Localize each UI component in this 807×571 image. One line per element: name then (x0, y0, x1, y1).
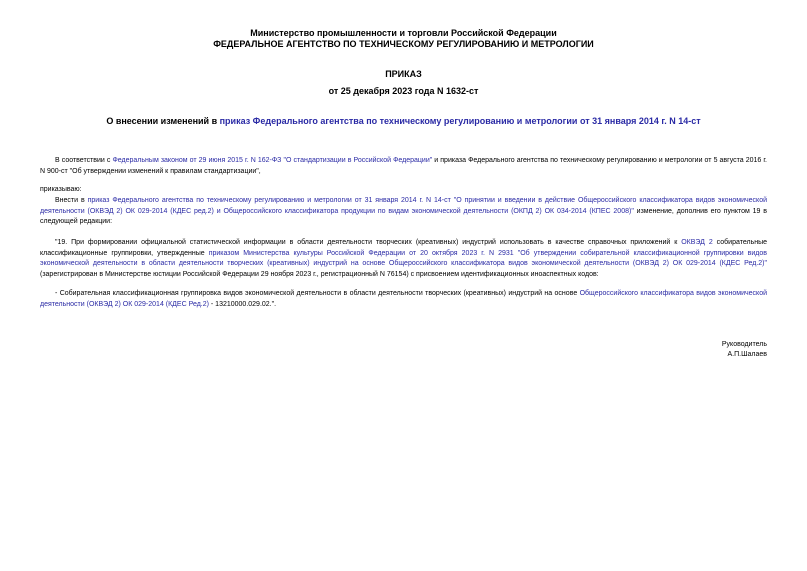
signatory-name: А.П.Шалаев (727, 351, 767, 358)
federal-law-link[interactable]: Федеральным законом от 29 июня 2015 г. N 162-ФЗ "О стандартизации в Российской Федерации" (112, 157, 433, 164)
p4-text-3: (зарегистрирован в Министерстве юстиции Российской Федерации 29 ноября 2023 г., регистрационный N 76154) с присвоением идентификационных иноаспектных кодов: (40, 270, 599, 278)
document-title (0, 116, 807, 127)
paragraph-amend (40, 196, 767, 228)
order-14st-link[interactable]: приказ Федерального агентства по техническому регулированию и метрологии от 31 января 2014 г. N 14-ст "О принятии и введении в действие Общероссийского классификатора видов экономической деятельности (ОКВЭД 2) ОК 029-2014 (КДЕС ред.2) и Общероссийского классификатора продукции по видам экономической деятельности (ОКПД 2) ОК 034-2014 (КПЕС 2008)" (40, 197, 767, 215)
okved2-link[interactable]: ОКВЭД 2 (681, 239, 713, 246)
p5-text-2: - 13210000.029.02.". (208, 300, 277, 308)
title-prefix: О внесении изменений в (106, 116, 220, 126)
okved2-classifier-link[interactable]: Общероссийского классификатора видов экономической деятельности (ОКВЭД 2) ОК 029-2014 (КДЕС Ред.2) (40, 290, 767, 308)
p4-text-2: собирательные классификационные группировки, утвержденные (40, 239, 768, 257)
paragraph-item-19 (40, 238, 767, 280)
p1-text-1: В соответствии с (55, 157, 113, 164)
p3-text-2: изменение, дополнив его пунктом 19 в следующей редакции: (40, 207, 767, 225)
title-order-link[interactable]: приказ Федерального агентства по техническому регулированию и метрологии от 31 января 2014 г. N 14-ст (219, 116, 701, 126)
p3-text-1: Внести в (55, 197, 88, 204)
p1-text-2: и приказа Федерального агентства по техническому регулированию и метрологии от 5 августа 2016 г. N 900-ст "Об утверждении изменений к правилам стандартизации", (40, 157, 768, 175)
culture-ministry-order-link[interactable]: приказом Министерства культуры Российской Федерации от 20 октября 2023 г. N 2931 "Об утверждении собирательной классификационной группировки видов экономической деятельности в области деятельности творческих (креативных) индустрий на основе Общероссийского классификатора видов экономической деятельности (ОКВЭД 2) ОК 029-2014 (КДЕС Ред.2)" (40, 249, 767, 267)
paragraph-basis (40, 156, 767, 177)
agency-name: ФЕДЕРАЛЬНОЕ АГЕНТСТВО ПО ТЕХНИЧЕСКОМУ РЕГУЛИРОВАНИЮ И МЕТРОЛОГИИ (213, 39, 594, 49)
signatory-role: Руководитель (721, 341, 767, 348)
paragraph-order-word: приказываю: (40, 186, 82, 193)
p5-text-1: - Собирательная классификационная группировка видов экономической деятельности в области деятельности творческих (креативных) индустрий на основе (55, 290, 580, 297)
document-type: ПРИКАЗ (385, 69, 422, 79)
paragraph-grouping (40, 289, 767, 310)
document-date-number: от 25 декабря 2023 года N 1632-ст (328, 86, 479, 96)
signature-block (722, 340, 767, 360)
ministry-name: Министерство промышленности и торговли Российской Федерации (250, 28, 557, 38)
p4-text-1: "19. При формировании официальной статистической информации в области деятельности творческих (креативных) индустрий использовать в качестве справочных приложений к (55, 239, 682, 246)
